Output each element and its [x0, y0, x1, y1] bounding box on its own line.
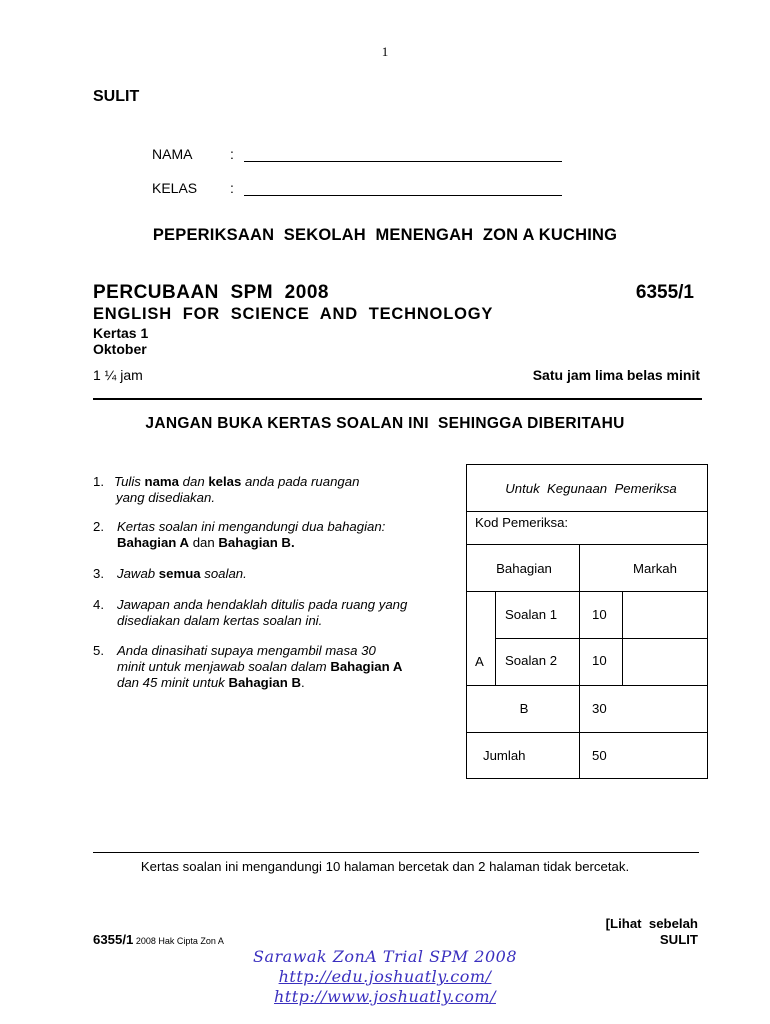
name-colon: :	[230, 146, 234, 162]
instruction-bold: Bahagian A	[117, 535, 190, 550]
instruction-bold: Bahagian B	[228, 675, 301, 690]
instruction-text: anda pada ruangan	[241, 474, 360, 489]
row-marks: 50	[592, 748, 607, 763]
table-title: Untuk Kegunaan Pemeriksa	[505, 481, 677, 496]
instruction-bold: Bahagian A	[330, 659, 403, 674]
instruction-bold: Bahagian B.	[218, 535, 295, 550]
instruction-bold: kelas	[208, 474, 242, 489]
table-line	[467, 544, 707, 545]
instruction-bold: nama	[144, 474, 179, 489]
class-label: KELAS	[152, 180, 198, 196]
score-cell[interactable]	[622, 593, 707, 637]
table-line	[467, 511, 707, 512]
row-marks: 10	[592, 653, 607, 668]
header-divider	[93, 398, 702, 400]
column-header-marks: Markah	[633, 561, 677, 576]
instruction-item	[93, 597, 438, 631]
column-header-section: Bahagian	[496, 561, 552, 576]
month-label: Oktober	[93, 341, 147, 357]
footer-classification: SULIT	[659, 932, 698, 947]
instruction-item	[93, 519, 438, 553]
warning-text: JANGAN BUKA KERTAS SOALAN INI SEHINGGA DIBERITAHU	[145, 415, 625, 432]
trial-title: PERCUBAAN SPM 2008	[93, 282, 329, 303]
table-line	[467, 685, 707, 686]
instruction-number: 2.	[93, 519, 104, 534]
name-field[interactable]	[244, 161, 562, 162]
instruction-number: 4.	[93, 597, 104, 612]
instruction-text: Kertas soalan ini mengandungi dua bahagian:	[117, 519, 386, 534]
examiner-table	[466, 464, 708, 779]
name-label: NAMA	[152, 146, 193, 162]
footer-divider	[93, 852, 699, 853]
paper-label: Kertas 1	[93, 325, 149, 341]
watermark-title: Sarawak ZonA Trial SPM 2008	[253, 947, 517, 966]
page-number: 1	[381, 44, 389, 59]
instruction-text: yang disediakan.	[116, 490, 215, 505]
instruction-bold: semua	[158, 566, 201, 581]
row-marks: 30	[592, 701, 607, 716]
instruction-text: Anda dinasihati supaya mengambil masa 30	[117, 643, 376, 658]
instruction-item	[93, 474, 438, 508]
row-label: Jumlah	[483, 748, 526, 763]
pages-note: Kertas soalan ini mengandungi 10 halaman bercetak dan 2 halaman tidak bercetak.	[140, 859, 630, 874]
copyright-text: 2008 Hak Cipta Zon A	[133, 936, 224, 946]
score-cell[interactable]	[622, 640, 707, 684]
class-field[interactable]	[244, 195, 562, 196]
instruction-item	[93, 643, 438, 693]
row-label: B	[519, 701, 529, 716]
table-line	[495, 638, 707, 639]
classification-label: SULIT	[93, 88, 140, 105]
instruction-number: 3.	[93, 566, 104, 581]
instruction-text: dan 45 minit untuk	[117, 675, 229, 690]
row-marks: 10	[592, 607, 607, 622]
examiner-code-label: Kod Pemeriksa:	[475, 515, 569, 530]
instruction-text: .	[300, 675, 305, 690]
table-line	[467, 732, 707, 733]
instruction-text: Jawapan anda hendaklah ditulis pada ruang yang	[117, 597, 408, 612]
subject-title: ENGLISH FOR SCIENCE AND TECHNOLOGY	[93, 305, 494, 323]
instruction-text: disediakan dalam kertas soalan ini.	[117, 613, 323, 628]
instruction-item	[93, 566, 438, 584]
instruction-text: Tulis	[114, 474, 145, 489]
instruction-text: dan	[178, 474, 209, 489]
watermark-link[interactable]: http://edu.joshuatly.com/	[278, 967, 492, 986]
footer-paper-code: 6355/1	[93, 932, 134, 947]
exam-body-title: PEPERIKSAAN SEKOLAH MENENGAH ZON A KUCHING	[152, 226, 618, 244]
instruction-text: minit untuk menjawab soalan dalam	[117, 659, 331, 674]
instruction-number: 1.	[93, 474, 104, 489]
duration-words: Satu jam lima belas minit	[532, 367, 700, 383]
instruction-text: Jawab	[117, 566, 159, 581]
duration: 1 ¼ jam	[93, 367, 143, 383]
section-a-label: A	[475, 654, 484, 669]
table-line	[467, 591, 707, 592]
instruction-text: soalan.	[200, 566, 247, 581]
table-line	[495, 591, 496, 685]
paper-code: 6355/1	[635, 282, 694, 303]
instruction-number: 5.	[93, 643, 104, 658]
table-line	[579, 591, 580, 778]
watermark-link[interactable]: http://www.joshuatly.com/	[273, 987, 496, 1006]
class-colon: :	[230, 180, 234, 196]
footer-code	[93, 932, 224, 947]
row-label: Soalan 1	[505, 607, 558, 622]
turn-over-note: [Lihat sebelah	[605, 916, 698, 931]
row-label: Soalan 2	[505, 653, 558, 668]
instruction-text: dan	[189, 535, 219, 550]
